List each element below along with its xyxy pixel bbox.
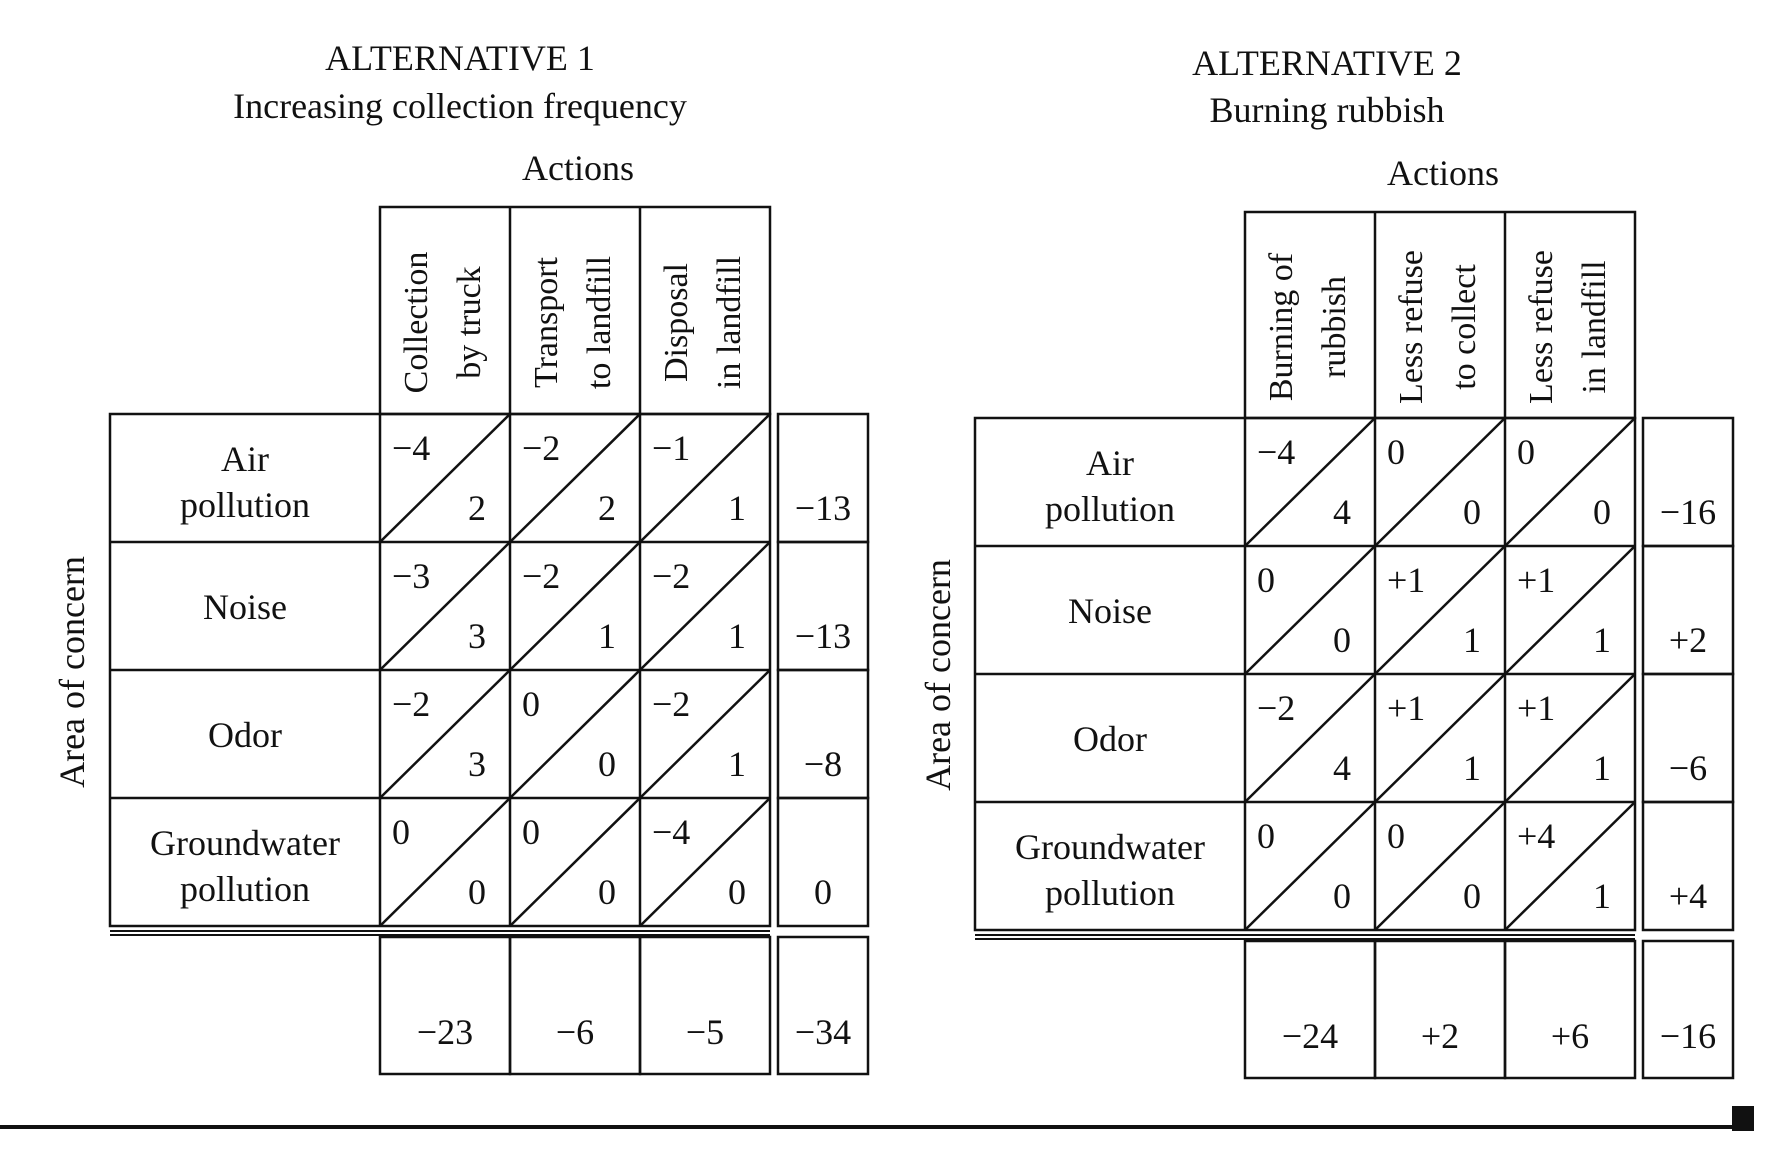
alt2-actions-label: Actions: [1387, 153, 1499, 193]
alt2-grand-total: −16: [1659, 1016, 1717, 1056]
alt2-heading: ALTERNATIVE 2: [1192, 43, 1462, 83]
alt1-column-total: −5: [685, 1012, 725, 1052]
alt1-concern-label-2: Noise: [203, 587, 287, 627]
alt2-cell-magnitude: +4: [1517, 816, 1556, 856]
alt2-cell-magnitude: +1: [1387, 688, 1426, 728]
alt1-row-total: 0: [814, 872, 832, 912]
alt1-row-total: −13: [794, 616, 852, 656]
alt2-action-label-1-line2: rubbish: [1316, 276, 1353, 378]
alt2-concern-label-4: Groundwater: [1015, 827, 1205, 867]
alt1-column-total-box: [510, 937, 640, 1074]
alt1-action-label-3-line2: in landfill: [711, 255, 748, 390]
alt2-cell-importance: 0: [1463, 876, 1481, 916]
alt1-cell-magnitude: −2: [652, 556, 691, 596]
alt1-cell-importance: 3: [468, 744, 486, 784]
alt1-cell-magnitude: 0: [522, 684, 540, 724]
alt2-cell-importance: 1: [1593, 620, 1611, 660]
alt2-cell-importance: 4: [1333, 492, 1351, 532]
alt1-cell-magnitude: 0: [392, 812, 410, 852]
alt2-cell-importance: 0: [1463, 492, 1481, 532]
alt1-cell-importance: 0: [468, 872, 486, 912]
alt2-concern-label-2: Noise: [1068, 591, 1152, 631]
alt1-cell-magnitude: −4: [392, 428, 431, 468]
alt1-cell-magnitude: −2: [652, 684, 691, 724]
alt1-concern-label-1-line2: pollution: [179, 485, 311, 525]
alt2-cell-magnitude: +1: [1517, 688, 1556, 728]
alt1-concern-label-4: Groundwater: [150, 823, 340, 863]
alt2-cell-magnitude: +1: [1387, 560, 1426, 600]
alt2-row-total: −16: [1659, 492, 1717, 532]
alt1-concern-label-1: Air: [221, 439, 269, 479]
alt2-cell-magnitude: −2: [1257, 688, 1296, 728]
alt2-cell-importance: 1: [1593, 748, 1611, 788]
alt2-action-label-1: Burning of: [1263, 252, 1300, 402]
alt1-cell-importance: 1: [728, 616, 746, 656]
alt1-concern-label-3: Odor: [208, 715, 282, 755]
alt2-grid: [975, 212, 1733, 1078]
alt1-action-label-2-line2: to landfill: [581, 255, 618, 390]
alt2-cell-importance: 0: [1333, 876, 1351, 916]
alt2-cell-magnitude: 0: [1387, 432, 1405, 472]
alt1-grand-total-box: [778, 937, 868, 1074]
alt1-action-label-1-line2: by truck: [451, 266, 488, 379]
alt1-cell-importance: 1: [728, 744, 746, 784]
alt2-column-total: +2: [1420, 1016, 1460, 1056]
alt1-cell-importance: 1: [728, 488, 746, 528]
alt1-row-total: −13: [794, 488, 852, 528]
alt2-cell-magnitude: −4: [1257, 432, 1296, 472]
alt2-action-label-3: Less refuse: [1523, 250, 1560, 404]
alt1-cell-importance: 2: [468, 488, 486, 528]
alt1-cell-magnitude: −3: [392, 556, 431, 596]
alt2-column-total: −24: [1281, 1016, 1339, 1056]
alt2-action-label-3-line2: in landfill: [1576, 260, 1613, 394]
alt2-cell-importance: 1: [1593, 876, 1611, 916]
alt1-cell-importance: 3: [468, 616, 486, 656]
alt2-row-total: +2: [1668, 620, 1708, 660]
alt1-cell-magnitude: −2: [522, 428, 561, 468]
alt2-cell-importance: 1: [1463, 620, 1481, 660]
alt1-actions-label: Actions: [522, 148, 634, 188]
alt2-subheading: Burning rubbish: [1209, 90, 1445, 130]
alt1-action-label-2: Transport: [528, 257, 565, 388]
alt1-action-label-3: Disposal: [658, 263, 695, 382]
alt2-cell-magnitude: 0: [1387, 816, 1405, 856]
alt2-row-total: +4: [1668, 876, 1708, 916]
alt2-row-total: −6: [1668, 748, 1708, 788]
alt2-cell-importance: 1: [1463, 748, 1481, 788]
alt1-cell-importance: 0: [598, 872, 616, 912]
alt1-cell-magnitude: −1: [652, 428, 691, 468]
alt2-action-label-2: Less refuse: [1393, 250, 1430, 404]
alt2-cell-magnitude: 0: [1517, 432, 1535, 472]
alt1-cell-importance: 1: [598, 616, 616, 656]
alternative-1-matrix: [52, 38, 868, 1074]
alt2-cell-importance: 0: [1333, 620, 1351, 660]
alt1-action-label-1: Collection: [398, 251, 435, 394]
alt2-column-total-box: [1375, 941, 1505, 1078]
alt2-column-total-box: [1505, 941, 1635, 1078]
alt2-concern-label-3: Odor: [1073, 719, 1147, 759]
alt1-cell-magnitude: −2: [392, 684, 431, 724]
alt2-cell-importance: 0: [1593, 492, 1611, 532]
alt2-concern-label-4-line2: pollution: [1044, 873, 1176, 913]
alternative-2-matrix: [918, 43, 1733, 1078]
alt1-subheading: Increasing collection frequency: [233, 86, 687, 126]
alt1-heading: ALTERNATIVE 1: [325, 38, 595, 78]
alt1-cell-importance: 0: [598, 744, 616, 784]
alt1-column-total-box: [380, 937, 510, 1074]
alt2-column-total-box: [1245, 941, 1375, 1078]
alt2-grand-total-box: [1643, 941, 1733, 1078]
alt1-concern-label-4-line2: pollution: [179, 869, 311, 909]
alt1-grand-total: −34: [794, 1012, 852, 1052]
alt1-row-total: −8: [803, 744, 843, 784]
alt1-grid: [110, 207, 868, 1074]
alt1-cell-magnitude: −2: [522, 556, 561, 596]
alt1-cell-importance: 2: [598, 488, 616, 528]
alt2-action-label-2-line2: to collect: [1446, 264, 1483, 390]
alt1-cell-magnitude: 0: [522, 812, 540, 852]
alt2-concern-label-1: Air: [1086, 443, 1134, 483]
alt1-column-total: −23: [416, 1012, 474, 1052]
alt1-area-of-concern-label: Area of concern: [52, 556, 92, 788]
alt1-cell-magnitude: −4: [652, 812, 691, 852]
alt2-cell-magnitude: 0: [1257, 560, 1275, 600]
alt2-cell-importance: 4: [1333, 748, 1351, 788]
alt2-area-of-concern-label: Area of concern: [918, 559, 958, 791]
alt1-column-total-box: [640, 937, 770, 1074]
alt2-cell-magnitude: 0: [1257, 816, 1275, 856]
alt1-column-total: −6: [555, 1012, 595, 1052]
alt2-column-total: +6: [1550, 1016, 1590, 1056]
alt2-cell-magnitude: +1: [1517, 560, 1556, 600]
alt1-cell-importance: 0: [728, 872, 746, 912]
end-mark: [1732, 1106, 1754, 1131]
alt2-concern-label-1-line2: pollution: [1044, 489, 1176, 529]
